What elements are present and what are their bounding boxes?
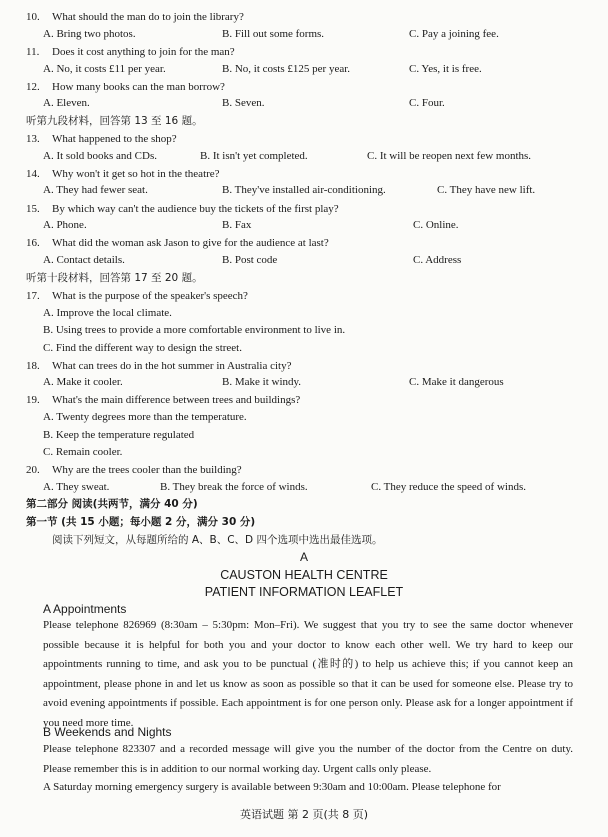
section-1-heading: 第一节 (共 15 小题；每小题 2 分，满分 30 分) xyxy=(26,516,256,528)
option-17c: C. Find the different way to design the street. xyxy=(43,342,242,354)
page-footer: 英语试题 第 2 页(共 8 页) xyxy=(239,808,369,821)
option-15c: C. Online. xyxy=(413,219,459,231)
option-11b: B. No, it costs £125 per year. xyxy=(222,63,351,75)
option-20a: A. They sweat. xyxy=(43,481,110,493)
option-13c: C. It will be reopen next few months. xyxy=(367,150,532,162)
question-11: 11. Does it cost anything to join for the man? xyxy=(26,46,235,58)
option-10c: C. Pay a joining fee. xyxy=(409,28,499,40)
option-19c: C. Remain cooler. xyxy=(43,446,123,458)
option-10a: A. Bring two photos. xyxy=(43,28,136,40)
passage-subtitle: PATIENT INFORMATION LEAFLET xyxy=(204,585,404,599)
option-18c: C. Make it dangerous xyxy=(409,376,504,388)
option-19b: B. Keep the temperature regulated xyxy=(43,429,195,441)
option-14b: B. They've installed air-conditioning. xyxy=(222,184,386,196)
option-10b: B. Fill out some forms. xyxy=(222,28,325,40)
option-13b: B. It isn't yet completed. xyxy=(200,150,308,162)
option-20c: C. They reduce the speed of winds. xyxy=(371,481,526,493)
option-16c: C. Address xyxy=(413,254,462,266)
option-18a: A. Make it cooler. xyxy=(43,376,123,388)
question-18: 18. What can trees do in the hot summer in Australia city? xyxy=(26,360,292,372)
passage-letter: A xyxy=(299,550,308,564)
option-11a: A. No, it costs £11 per year. xyxy=(43,63,166,75)
question-19: 19. What's the main difference between trees and buildings? xyxy=(26,394,301,406)
option-13a: A. It sold books and CDs. xyxy=(43,150,157,162)
option-18b: B. Make it windy. xyxy=(222,376,302,388)
option-15b: B. Fax xyxy=(222,219,252,231)
option-17a: A. Improve the local climate. xyxy=(43,307,172,319)
question-10: 10. What should the man do to join the library? xyxy=(26,11,244,23)
question-14: 14. Why won't it get so hot in the theatre? xyxy=(26,168,220,180)
question-16: 16. What did the woman ask Jason to give for the audience at last? xyxy=(26,237,329,249)
option-14c: C. They have new lift. xyxy=(437,184,536,196)
option-14a: A. They had fewer seat. xyxy=(43,184,148,196)
option-17b: B. Using trees to provide a more comfortable environment to live in. xyxy=(43,324,346,336)
weekends-paragraph: Please telephone 823307 and a recorded message will give you the number of the doctor from the Centre on duty. Please remember this is in addition to our normal working day. Urgent calls only please. xyxy=(43,743,573,775)
instruction-section-10: 听第十段材料，回答第 17 至 20 题。 xyxy=(26,272,203,284)
option-16a: A. Contact details. xyxy=(43,254,125,266)
option-11c: C. Yes, it is free. xyxy=(409,63,482,75)
instruction-section-9: 听第九段材料，回答第 13 至 16 题。 xyxy=(26,115,203,127)
appointments-heading: A Appointments xyxy=(43,602,127,616)
option-12a: A. Eleven. xyxy=(43,97,90,109)
appointments-paragraph: Please telephone 826969 (8:30am – 5:30pm: Mon–Fri). We suggest that you try to see the same doctor whenever possible because it is helpful for both you and your doctor to know each other well. We try hard to keep our appointments running to time, and ask you to be punctual (准时的) to help us achieve this; if you cannot keep an appointment, please phone in and let us know as soon as possible so that it can be used for someone else. Please try to avoid evening appointments if possible. Each appointment is for one person only. Please ask for a longer appointment if you need more time. xyxy=(43,619,573,729)
option-20b: B. They break the force of winds. xyxy=(160,481,308,493)
option-16b: B. Post code xyxy=(222,254,278,266)
emergency-paragraph: A Saturday morning emergency surgery is available between 9:30am and 10:00am. Please telephone for xyxy=(43,781,501,793)
reading-directions: 阅读下列短文，从每题所给的 A、B、C、D 四个选项中选出最佳选项。 xyxy=(52,534,383,546)
option-12c: C. Four. xyxy=(409,97,445,109)
question-13: 13. What happened to the shop? xyxy=(26,133,177,145)
part-2-heading: 第二部分 阅读(共两节，满分 40 分) xyxy=(26,498,198,510)
question-17: 17. What is the purpose of the speaker's speech? xyxy=(26,290,248,302)
question-12: 12. How many books can the man borrow? xyxy=(26,81,225,93)
option-19a: A. Twenty degrees more than the temperature. xyxy=(43,411,247,423)
passage-title: CAUSTON HEALTH CENTRE xyxy=(220,568,388,582)
option-15a: A. Phone. xyxy=(43,219,87,231)
question-20: 20. Why are the trees cooler than the building? xyxy=(26,464,242,476)
question-15: 15. By which way can't the audience buy the tickets of the first play? xyxy=(26,203,339,215)
option-12b: B. Seven. xyxy=(222,97,265,109)
weekends-heading: B Weekends and Nights xyxy=(43,725,172,739)
